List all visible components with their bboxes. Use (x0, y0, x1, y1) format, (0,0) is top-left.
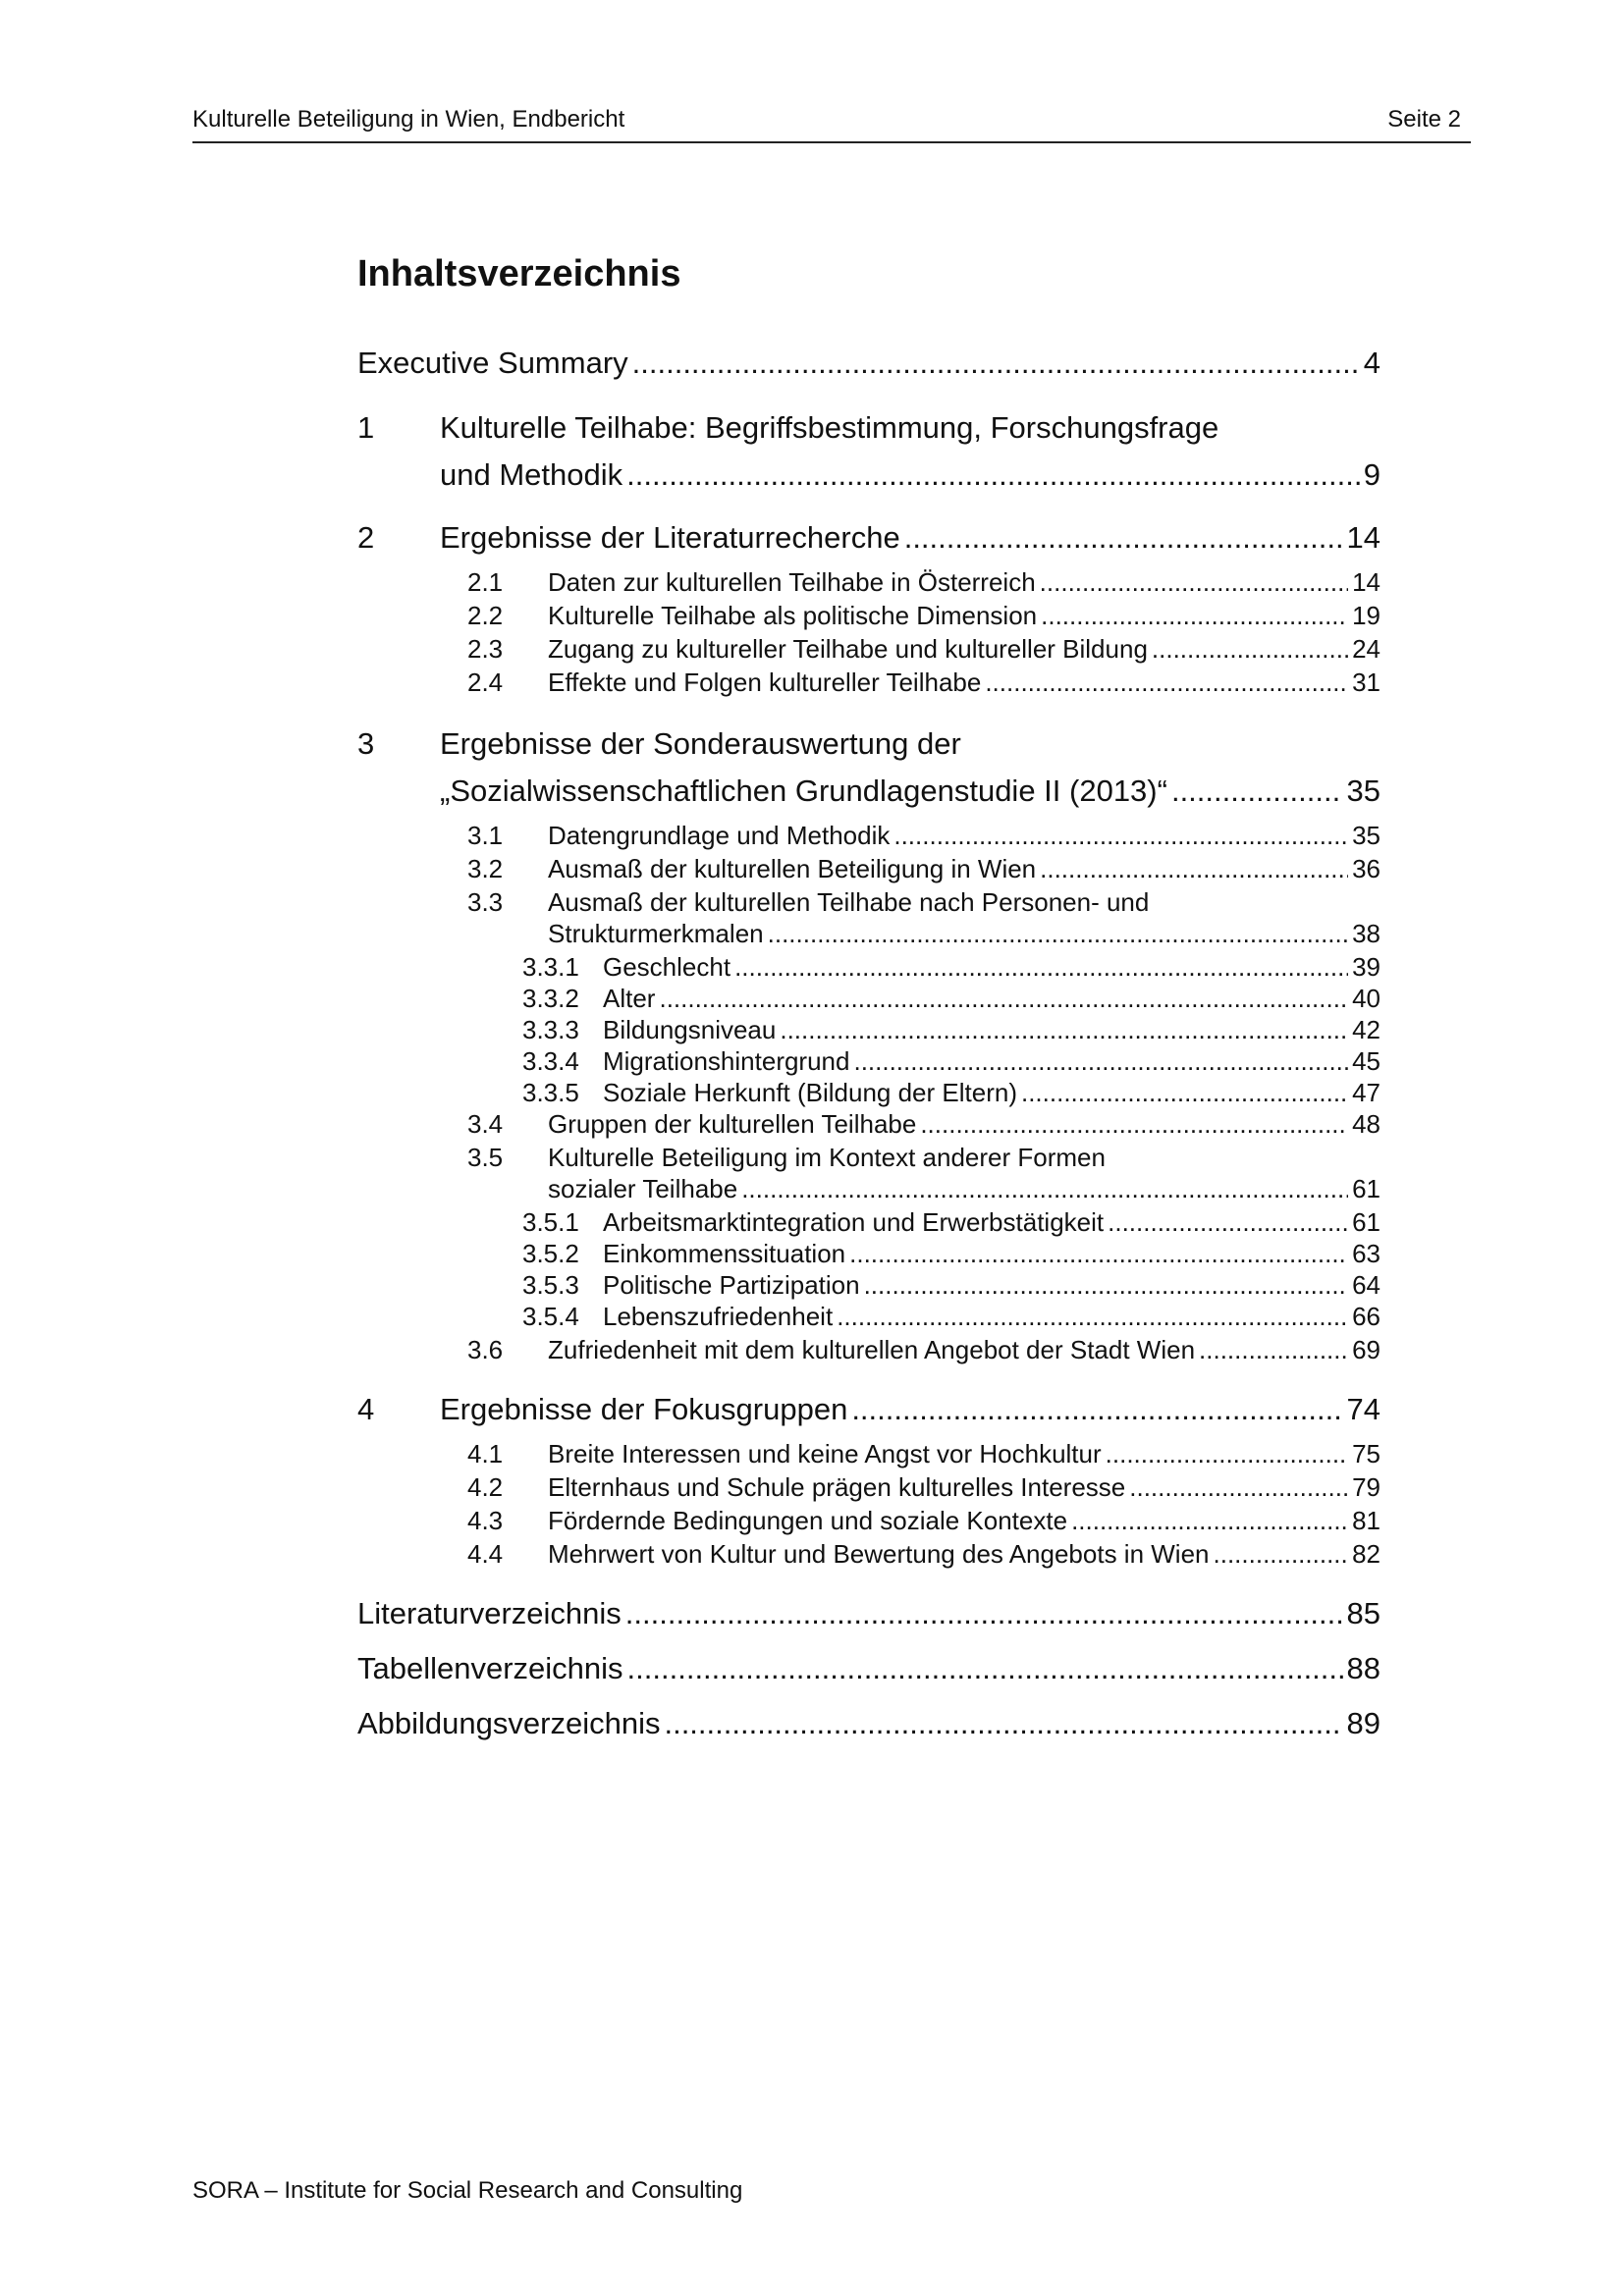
toc-entry-3-1[interactable]: 3.1 Datengrundlage und Methodik ..... 35 (467, 821, 1380, 851)
toc-entry-4-3[interactable]: 4.3 Fördernde Bedingungen und soziale Kontexte ..... 81 (467, 1506, 1380, 1536)
toc-entry-3-3-2[interactable]: 3.3.2 Alter ..... 40 (522, 984, 1380, 1014)
toc-entry-executive-summary[interactable]: Executive Summary ..... 4 (357, 346, 1380, 381)
toc-entry-2[interactable]: 2 Ergebnisse der Literaturrecherche ..... 14 (357, 520, 1380, 556)
toc-entry-3-5-3[interactable]: 3.5.3 Politische Partizipation ..... 64 (522, 1270, 1380, 1301)
toc-entry-3-3-5[interactable]: 3.3.5 Soziale Herkunft (Bildung der Eltern) ..... 47 (522, 1078, 1380, 1108)
toc-entry-3-5-4[interactable]: 3.5.4 Lebenszufriedenheit ..... 66 (522, 1302, 1380, 1332)
toc-entry-tabellenverzeichnis[interactable]: Tabellenverzeichnis ..... 88 (357, 1651, 1380, 1686)
page-footer: SORA – Institute for Social Research and Consulting (192, 2177, 743, 2204)
toc-entry-2-1[interactable]: 2.1 Daten zur kulturellen Teilhabe in Österreich ..... 14 (467, 567, 1380, 598)
toc-entry-3-5-line1[interactable]: 3.5 Kulturelle Beteiligung im Kontext anderer Formen (467, 1143, 1106, 1172)
toc-entry-3[interactable]: „Sozialwissenschaftlichen Grundlagenstudie II (2013)“ ..... 35 (440, 774, 1380, 809)
page-number: Seite 2 (1387, 106, 1461, 133)
toc-heading: Inhaltsverzeichnis (357, 253, 681, 294)
toc-entry-3-5[interactable]: sozialer Teilhabe ..... 61 (548, 1174, 1380, 1204)
toc-entry-abbildungsverzeichnis[interactable]: Abbildungsverzeichnis ..... 89 (357, 1706, 1380, 1741)
toc-entry-3-3-4[interactable]: 3.3.4 Migrationshintergrund ..... 45 (522, 1046, 1380, 1077)
toc-entry-literaturverzeichnis[interactable]: Literaturverzeichnis ..... 85 (357, 1596, 1380, 1631)
toc-entry-1[interactable]: und Methodik ..... 9 (440, 457, 1380, 493)
toc-entry-3-3-3[interactable]: 3.3.3 Bildungsniveau ..... 42 (522, 1015, 1380, 1045)
toc-entry-3-6[interactable]: 3.6 Zufriedenheit mit dem kulturellen Angebot der Stadt Wien ..... 69 (467, 1335, 1380, 1365)
toc-entry-3-3[interactable]: Strukturmerkmalen ..... 38 (548, 919, 1380, 949)
toc-entry-2-3[interactable]: 2.3 Zugang zu kultureller Teilhabe und kultureller Bildung ..... 24 (467, 634, 1380, 665)
toc-entry-3-3-1[interactable]: 3.3.1 Geschlecht ..... 39 (522, 952, 1380, 983)
toc-entry-3-2[interactable]: 3.2 Ausmaß der kulturellen Beteiligung in Wien ..... 36 (467, 854, 1380, 884)
toc-entry-3-5-2[interactable]: 3.5.2 Einkommenssituation ..... 63 (522, 1239, 1380, 1269)
toc-entry-4-4[interactable]: 4.4 Mehrwert von Kultur und Bewertung des Angebots in Wien ..... 82 (467, 1539, 1380, 1570)
page-header (192, 106, 1471, 143)
toc-entry-1-line1[interactable]: 1 Kulturelle Teilhabe: Begriffsbestimmung, Forschungsfrage (357, 410, 1219, 445)
toc-entry-4-2[interactable]: 4.2 Elternhaus und Schule prägen kulturelles Interesse ..... 79 (467, 1472, 1380, 1503)
toc-entry-4[interactable]: 4 Ergebnisse der Fokusgruppen ..... 74 (357, 1392, 1380, 1427)
toc-entry-3-line1[interactable]: 3 Ergebnisse der Sonderauswertung der (357, 726, 961, 761)
document-title: Kulturelle Beteiligung in Wien, Endbericht (192, 106, 625, 133)
toc-entry-3-4[interactable]: 3.4 Gruppen der kulturellen Teilhabe ..... 48 (467, 1109, 1380, 1140)
toc-entry-2-4[interactable]: 2.4 Effekte und Folgen kultureller Teilhabe ..... 31 (467, 667, 1380, 698)
toc-entry-3-3-line1[interactable]: 3.3 Ausmaß der kulturellen Teilhabe nach Personen- und (467, 887, 1150, 917)
toc-entry-4-1[interactable]: 4.1 Breite Interessen und keine Angst vor Hochkultur ..... 75 (467, 1439, 1380, 1469)
toc-entry-2-2[interactable]: 2.2 Kulturelle Teilhabe als politische Dimension ..... 19 (467, 601, 1380, 631)
toc-entry-3-5-1[interactable]: 3.5.1 Arbeitsmarktintegration und Erwerbstätigkeit ..... 61 (522, 1207, 1380, 1238)
